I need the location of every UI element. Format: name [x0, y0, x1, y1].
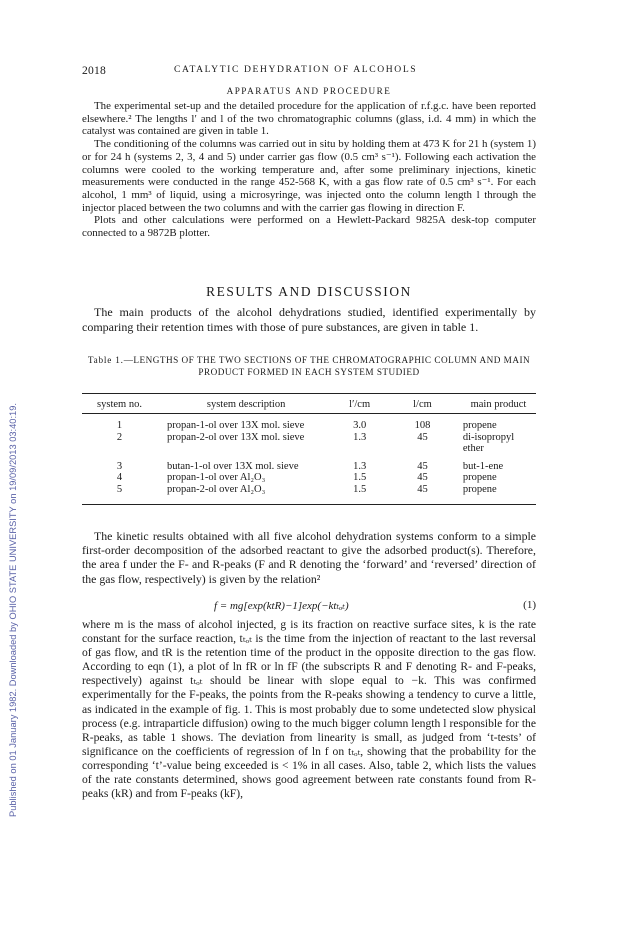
table-row — [82, 455, 536, 473]
cell-desc: propan-1-ol over 13X mol. sieve — [166, 420, 305, 431]
results-heading: RESULTS AND DISCUSSION — [206, 284, 412, 299]
equation-text: f = mg[exp(ktR)−1]exp(−ktₜₒₜ) — [214, 600, 349, 612]
col-l: l/cm — [392, 394, 453, 414]
download-watermark — [6, 300, 20, 920]
cell-desc: propan-2-ol over Al₂O₃ — [157, 484, 327, 504]
cell-l: 45 — [417, 472, 428, 484]
table-row — [82, 484, 536, 504]
page-header — [82, 64, 536, 78]
apparatus-heading: APPARATUS AND PROCEDURE — [226, 86, 392, 96]
cell-product: propene — [462, 472, 497, 484]
cell-product: propene — [453, 484, 536, 504]
cell-product: but-1-ene — [462, 460, 504, 472]
col-system-description: system description — [157, 394, 327, 414]
running-title: CATALYTIC DEHYDRATION OF ALCOHOLS — [174, 64, 418, 75]
cell-desc: propan-1-ol over Al₂O₃ — [166, 472, 266, 484]
col-main-product: main product — [453, 394, 536, 414]
table-header-row — [82, 394, 536, 414]
cell-product: di-isopropyl ether — [462, 431, 515, 455]
cell-no: 3 — [116, 460, 123, 472]
table-row — [82, 414, 536, 432]
cell-lprime: 1.5 — [353, 472, 367, 484]
results-intro — [82, 305, 536, 335]
cell-l: 108 — [414, 420, 431, 431]
table-row — [82, 432, 536, 455]
equation-1 — [82, 599, 536, 613]
cell-l: 45 — [392, 484, 453, 504]
results-paragraph-1: The main products of the alcohol dehydrations studied, identified experimentally by comparing their retention times with those of pure substances, are given in table 1. — [82, 305, 536, 334]
cell-l: 45 — [417, 431, 428, 443]
table-row — [82, 472, 536, 484]
table1 — [82, 393, 536, 505]
cell-l: 45 — [417, 460, 428, 472]
col-system-no: system no. — [82, 394, 157, 414]
kinetics-paragraph-1: The kinetic results obtained with all five alcohol dehydration systems conform to a simple first-order decomposition of the adsorbed reactant to give the adsorbed product(s). Therefore, the area f under the F- and R-peaks (F and R denoting the ‘forward’ and ‘reversed’ direction of the gas flow, respectively) is given by the relation² — [82, 529, 536, 586]
apparatus-paragraph-3: Plots and other calculations were performed on a Hewlett-Packard 9825A desk-top computer connected to a 9872B plotter. — [82, 214, 536, 240]
cell-no: 5 — [82, 484, 157, 504]
cell-no: 1 — [116, 420, 123, 431]
cell-desc: propan-2-ol over 13X mol. sieve — [166, 431, 305, 443]
cell-product: propene — [462, 420, 497, 431]
apparatus-paragraph-1: The experimental set-up and the detailed procedure for the application of r.f.g.c. have been reported elsewhere.² The lengths l′ and l of the two chromatographic columns (glass, i.d. 4 mm) in which the catalyst was contained are given in table 1. — [82, 100, 536, 138]
kinetics-discussion — [82, 618, 536, 801]
cell-no: 4 — [116, 472, 123, 484]
cell-lprime: 3.0 — [353, 420, 367, 431]
cell-lprime: 1.3 — [353, 431, 367, 443]
kinetics-paragraph-2: where m is the mass of alcohol injected, g is its fraction on reactive surface sites, k is the rate constant for the surface reaction, tₜₒₜ is the time from the injection of reactant to the last reversal of gas flow, and tR is the retention time of the product in the opposite direction to the gas flow. According to eqn (1), a plot of ln fR or ln fF (the subscripts R and F denoting R- and F-peaks, respectively) against tₜₒₜ should be linear with slope equal to −k. This was confirmed experimentally for the F-peaks, the points from the R-peaks showing a tendency to curve a little, as indicated in the example of fig. 1. This is most probably due to some undetected slow physical process (e.g. intraparticle diffusion) owing to the much bigger column length l responsible for the R-peaks, as table 1 shows. The deviation from linearity is small, as judged from ‘t-tests’ of significance on the coefficients of regression of ln f on tₜₒₜ, showing that the probability for the corresponding ‘t’-value being exceeded is < 1% in all cases. Also, table 2, which lists the values of the rate constants determined, shows good agreement between rate constants found from R-peaks (kR) and from F-peaks (kF), — [82, 618, 536, 801]
table1-caption — [82, 354, 536, 378]
cell-desc: butan-1-ol over 13X mol. sieve — [166, 460, 299, 472]
apparatus-section — [82, 100, 536, 240]
equation-number: (1) — [523, 599, 536, 611]
cell-lprime: 1.5 — [327, 484, 392, 504]
download-watermark-text: Published on 01 January 1982. Downloaded by OHIO STATE UNIVERSITY on 19/09/2013 03:40:19. — [8, 403, 18, 817]
table1-caption-text: —LENGTHS OF THE TWO SECTIONS OF THE CHROMATOGRAPHIC COLUMN AND MAIN PRODUCT FORMED IN EACH SYSTEM STUDIED — [123, 355, 531, 377]
page-number: 2018 — [82, 64, 106, 77]
cell-lprime: 1.3 — [353, 460, 367, 472]
apparatus-paragraph-2: The conditioning of the columns was carried out in situ by holding them at 473 K for 21 h (system 1) or for 24 h (systems 2, 3, 4 and 5) under carrier gas flow (0.5 cm³ s⁻¹). Following each activation the columns were cooled to the working temperature and, after some preliminary injections, kinetic measurements were conducted in the range 452-568 K, with a gas flow rate of 0.5 cm³ s⁻¹. For each alcohol, 1 mm³ of liquid, using a microsyringe, was injected onto the column length l through the injector placed between the two columns and with the carrier gas flowing in direction F. — [82, 138, 536, 214]
cell-no: 2 — [116, 431, 123, 443]
kinetics-intro — [82, 529, 536, 586]
col-l-prime: l′/cm — [327, 394, 392, 414]
table1-label: Table 1. — [87, 355, 124, 365]
